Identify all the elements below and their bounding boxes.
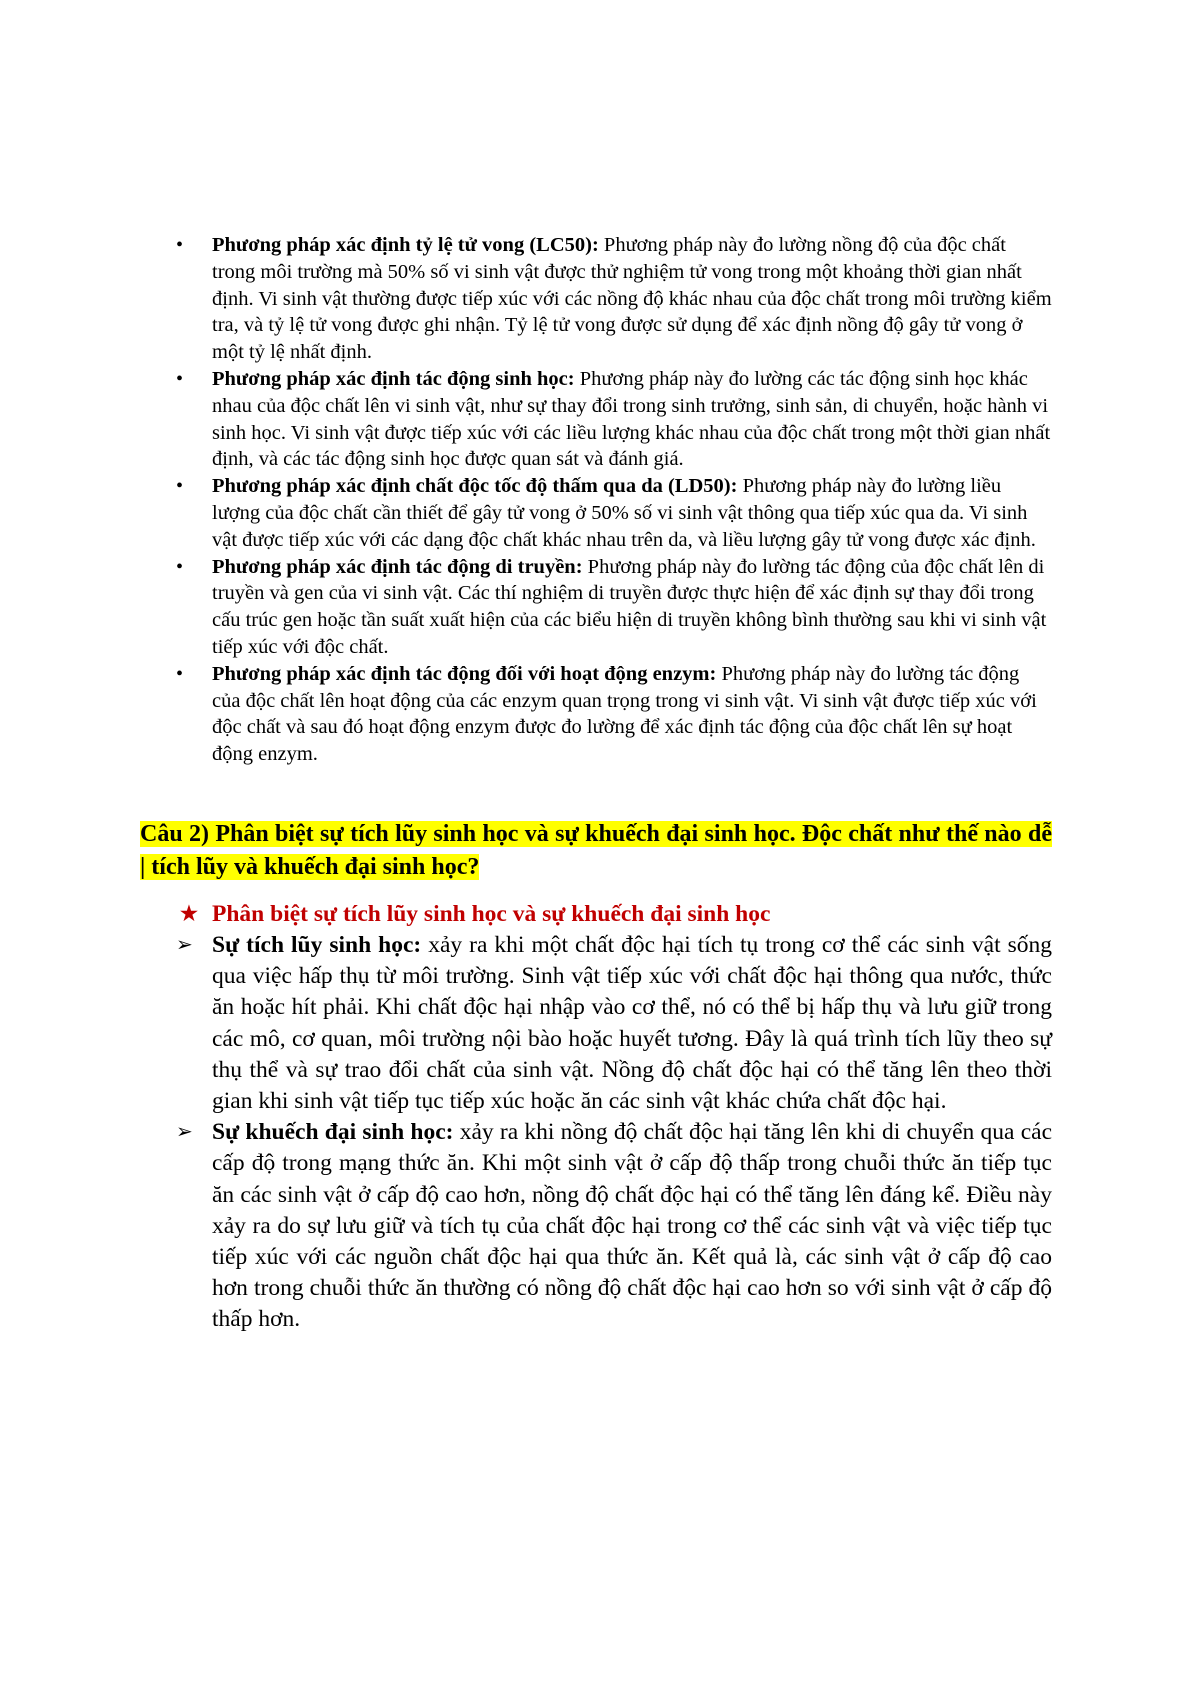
method-term: Phương pháp xác định tác động đối với hoạt động enzym: [212,662,717,685]
method-term: Phương pháp xác định tỷ lệ tử vong (LC50): [212,234,599,256]
bullet-icon: • [176,475,184,498]
bullet-icon: • [176,662,184,685]
list-item [140,232,1052,366]
method-term: Phương pháp xác định chất độc tốc độ thấm qua da (LD50): [212,475,738,498]
bullet-icon: • [176,367,184,390]
definition-list [140,930,1052,1336]
definition-description: xảy ra khi một chất độc hại tích tụ trong cơ thể các sinh vật sống qua việc hấp thụ từ môi trường. Sinh vật tiếp xúc với chất độc hại thông qua nước, thức ăn hoặc hít phải. Khi chất độc hại nhập vào cơ thể, nó có thể bị hấp thụ và lưu giữ trong các mô, cơ quan, môi trường nội bào hoặc huyết tương. Đây là quá trình tích lũy theo sự thụ thể và sự trao đổi chất của sinh vật. Nồng độ chất độc hại có thể tăng lên theo thời gian khi sinh vật tiếp tục tiếp xúc hoặc ăn các sinh vật khác chứa chất độc hại. [212,931,1052,1114]
document-page [140,232,1052,1336]
definition-term: Sự khuếch đại sinh học: [212,1119,454,1146]
method-term: Phương pháp xác định tác động sinh học: [212,367,575,390]
question-text: Câu 2) Phân biệt sự tích lũy sinh học và sự khuếch đại sinh học. Độc chất như thế nào dễ | tích lũy và khuếch đại sinh học? [140,820,1052,880]
definition-term: Sự tích lũy sinh học: [212,931,422,958]
list-item [140,366,1052,473]
question-heading [140,818,1052,884]
list-item [140,554,1052,661]
section-title [140,898,1052,930]
method-description: Phương pháp này đo lường liều lượng của độc chất cần thiết để gây tử vong ở 50% số vi sinh vật thông qua tiếp xúc qua da. Vi sinh vật được tiếp xúc với các dạng độc chất khác nhau trên da, và liều lượng gây tử vong được xác định. [212,475,1036,551]
list-item [140,1117,1052,1335]
method-description: Phương pháp này đo lường tác động của độc chất lên di truyền và gen của vi sinh vật. Các thí nghiệm di truyền được thực hiện để xác định sự thay đổi trong cấu trúc gen hoặc tần suất xuất hiện của các biểu hiện di truyền không bình thường sau khi vi sinh vật tiếp xúc với độc chất. [212,555,1047,658]
method-list [140,232,1052,768]
list-item [140,661,1052,768]
arrow-bullet-icon: ➢ [176,1121,193,1144]
section-title-text: Phân biệt sự tích lũy sinh học và sự khuếch đại sinh học [212,900,771,927]
definition-description: xảy ra khi nồng độ chất độc hại tăng lên khi di chuyển qua các cấp độ trong mạng thức ăn. Khi một sinh vật ở cấp độ thấp trong chuỗi thức ăn tiếp tục ăn các sinh vật ở cấp độ cao hơn, nồng độ chất độc hại có thể tăng lên đáng kể. Điều này xảy ra do sự lưu giữ và tích tụ của chất độc hại trong cơ thể các sinh vật và việc tiếp tục tiếp xúc với các nguồn chất độc hại qua thức ăn. Kết quả là, các sinh vật ở cấp độ cao hơn trong chuỗi thức ăn thường có nồng độ chất độc hại cao hơn so với sinh vật ở cấp độ thấp hơn. [212,1119,1052,1333]
method-term: Phương pháp xác định tác động di truyền: [212,555,583,578]
method-description: Phương pháp này đo lường nồng độ của độc chất trong môi trường mà 50% số vi sinh vật được thử nghiệm tử vong trong một khoảng thời gian nhất định. Vi sinh vật thường được tiếp xúc với các nồng độ khác nhau của độc chất trong môi trường kiểm tra, và tỷ lệ tử vong được ghi nhận. Tỷ lệ tử vong được sử dụng để xác định nồng độ gây tử vong ở một tỷ lệ nhất định. [212,234,1052,364]
bullet-icon: • [176,555,184,578]
bullet-icon: • [176,234,184,256]
arrow-bullet-icon: ➢ [176,933,193,956]
list-item [140,930,1052,1117]
list-item [140,473,1052,553]
star-icon: ★ [180,902,198,925]
method-description: Phương pháp này đo lường tác động của độc chất lên hoạt động của các enzym quan trọng trong vi sinh vật. Vi sinh vật được tiếp xúc với độc chất và sau đó hoạt động enzym được đo lường để xác định tác động của độc chất lên sự hoạt động enzym. [212,662,1037,766]
method-description: Phương pháp này đo lường các tác động sinh học khác nhau của độc chất lên vi sinh vật, như sự thay đổi trong sinh trưởng, sinh sản, di chuyển, hoặc hành vi sinh học. Vi sinh vật được tiếp xúc với các liều lượng khác nhau của độc chất trong một thời gian nhất định, và các tác động sinh học được quan sát và đánh giá. [212,367,1051,471]
